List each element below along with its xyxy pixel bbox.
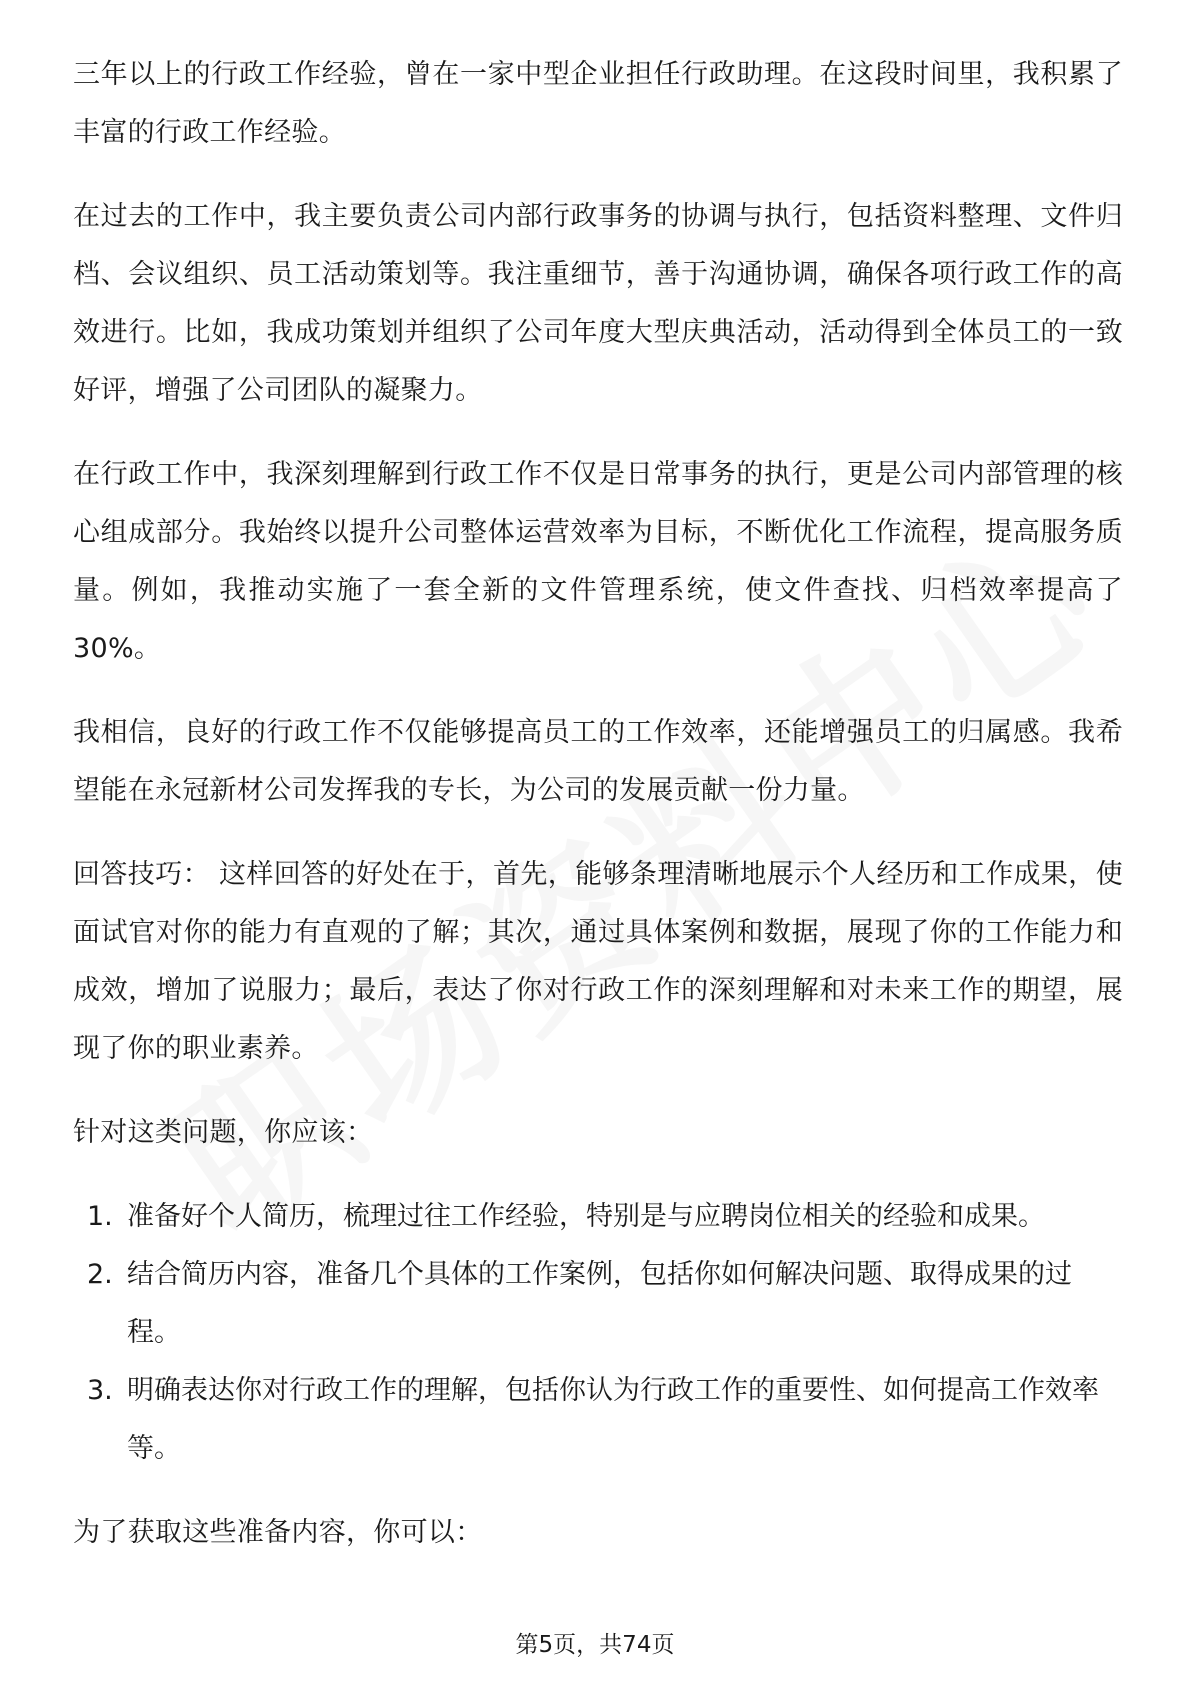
paragraph-answer-tips: 回答技巧： 这样回答的好处在于，首先，能够条理清晰地展示个人经历和工作成果，使面试官对你的能力有直观的了解；其次，通过具体案例和数据，展现了你的工作能力和成效，增加了说服力；最后，表达了你对行政工作的深刻理解和对未来工作的期望，展现了你的职业素养。 (73, 859, 1123, 1064)
list-item-number: 2. (87, 1259, 113, 1290)
paragraph-belief: 我相信，良好的行政工作不仅能够提高员工的工作效率，还能增强员工的归属感。我希望能在永冠新材公司发挥我的专长，为公司的发展贡献一份力量。 (73, 717, 1123, 806)
document-body (73, 46, 1123, 1588)
paragraph-understanding: 在行政工作中，我深刻理解到行政工作不仅是日常事务的执行，更是公司内部管理的核心组成部分。我始终以提升公司整体运营效率为目标，不断优化工作流程，提高服务质量。例如，我推动实施了一套全新的文件管理系统，使文件查找、归档效率提高了30%。 (73, 459, 1123, 664)
preparation-list (73, 1188, 1123, 1478)
list-item-number: 1. (87, 1201, 113, 1232)
list-item-text: 准备好个人简历，梳理过往工作经验，特别是与应聘岗位相关的经验和成果。 (127, 1201, 1045, 1232)
list-item-text: 明确表达你对行政工作的理解，包括你认为行政工作的重要性、如何提高工作效率等。 (127, 1375, 1099, 1464)
paragraph-past-work: 在过去的工作中，我主要负责公司内部行政事务的协调与执行，包括资料整理、文件归档、会议组织、员工活动策划等。我注重细节，善于沟通协调，确保各项行政工作的高效进行。比如，我成功策划并组织了公司年度大型庆典活动，活动得到全体员工的一致好评，增强了公司团队的凝聚力。 (73, 201, 1123, 406)
page-number: 第5页，共74页 (515, 1632, 675, 1658)
list-item (73, 1246, 1123, 1362)
paragraph-experience-summary: 三年以上的行政工作经验，曾在一家中型企业担任行政助理。在这段时间里，我积累了丰富的行政工作经验。 (73, 59, 1123, 148)
list-item-number: 3. (87, 1375, 113, 1406)
page-footer (0, 1626, 1190, 1659)
paragraph-closing: 为了获取这些准备内容，你可以： (73, 1517, 483, 1548)
list-item (73, 1188, 1123, 1246)
paragraph-what-to-do: 针对这类问题，你应该： (73, 1117, 374, 1148)
list-item (73, 1362, 1123, 1478)
list-item-text: 结合简历内容，准备几个具体的工作案例，包括你如何解决问题、取得成果的过程。 (127, 1259, 1072, 1348)
